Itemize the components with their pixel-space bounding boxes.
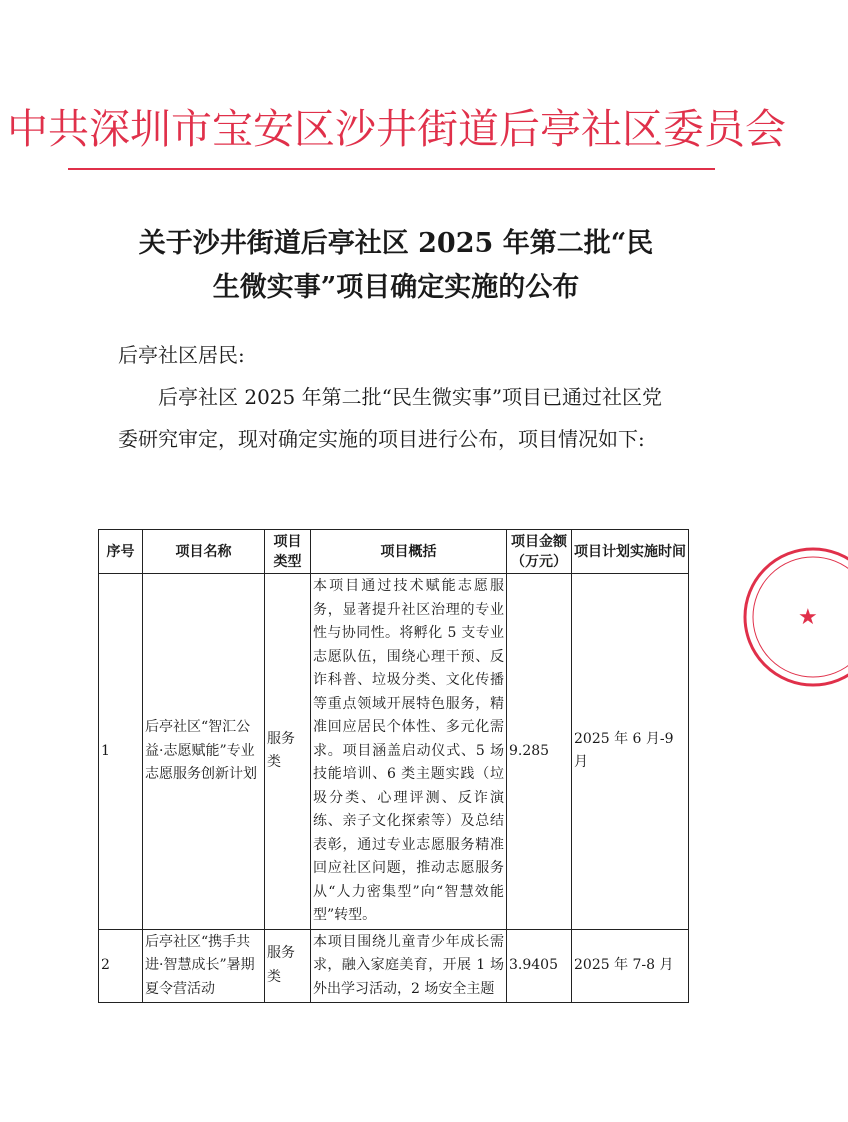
header-red-rule bbox=[68, 168, 715, 170]
seal-star: ★ bbox=[798, 605, 818, 630]
header-amount: 项目金额（万元） bbox=[507, 530, 572, 574]
row-type: 服务类 bbox=[265, 574, 311, 930]
salutation: 后亭社区居民: bbox=[118, 343, 245, 367]
row-summary: 本项目通过技术赋能志愿服务，显著提升社区治理的专业性与协同性。将孵化 5 支专业志愿队伍，围绕心理干预、反诈科普、垃圾分类、文化传播等重点领域开展特色服务，精准回应居民个体性、多元化需求。项目涵盖启动仪式、5 场技能培训、6 类主题实践（垃圾分类、心理评测、反诈演练、亲子文化探索等）及总结表彰，通过专业志愿服务精准回应社区问题，推动志愿服务从“人力密集型”向“智慧效能型”转型。 bbox=[311, 574, 507, 930]
document-title bbox=[96, 222, 696, 310]
table-row bbox=[99, 929, 689, 1003]
header-time: 项目计划实施时间 bbox=[572, 530, 689, 574]
row-amount: 3.9405 bbox=[507, 929, 572, 1003]
row-type: 服务类 bbox=[265, 929, 311, 1003]
intro-paragraph: 后亭社区 2025 年第二批“民生微实事”项目已通过社区党委研究审定，现对确定实施的项目进行公布，项目情况如下: bbox=[118, 385, 663, 451]
row-no: 2 bbox=[99, 929, 143, 1003]
title-line-2: 生微实事”项目确定实施的公布 bbox=[212, 272, 580, 303]
row-name: 后亭社区“智汇公益·志愿赋能”专业志愿服务创新计划 bbox=[143, 574, 265, 930]
row-name: 后亭社区“携手共进·智慧成长”暑期夏令营活动 bbox=[143, 929, 265, 1003]
table-header-row bbox=[99, 530, 689, 574]
projects-table bbox=[98, 529, 689, 1003]
header-name: 项目名称 bbox=[143, 530, 265, 574]
table-row bbox=[99, 574, 689, 930]
header-type: 项目类型 bbox=[265, 530, 311, 574]
row-time: 2025 年 6 月-9 月 bbox=[572, 574, 689, 930]
header-no: 序号 bbox=[99, 530, 143, 574]
red-seal bbox=[738, 542, 848, 692]
row-summary: 本项目围绕儿童青少年成长需求，融入家庭美育，开展 1 场外出学习活动，2 场安全主题 bbox=[311, 929, 507, 1003]
row-amount: 9.285 bbox=[507, 574, 572, 930]
row-time: 2025 年 7-8 月 bbox=[572, 929, 689, 1003]
org-header: 中共深圳市宝安区沙井街道后亭社区委员会 bbox=[7, 105, 786, 153]
seal-outer-ring bbox=[745, 549, 848, 685]
title-line-1: 关于沙井街道后亭社区 2025 年第二批“民 bbox=[138, 228, 654, 259]
header-summary: 项目概括 bbox=[311, 530, 507, 574]
row-no: 1 bbox=[99, 574, 143, 930]
